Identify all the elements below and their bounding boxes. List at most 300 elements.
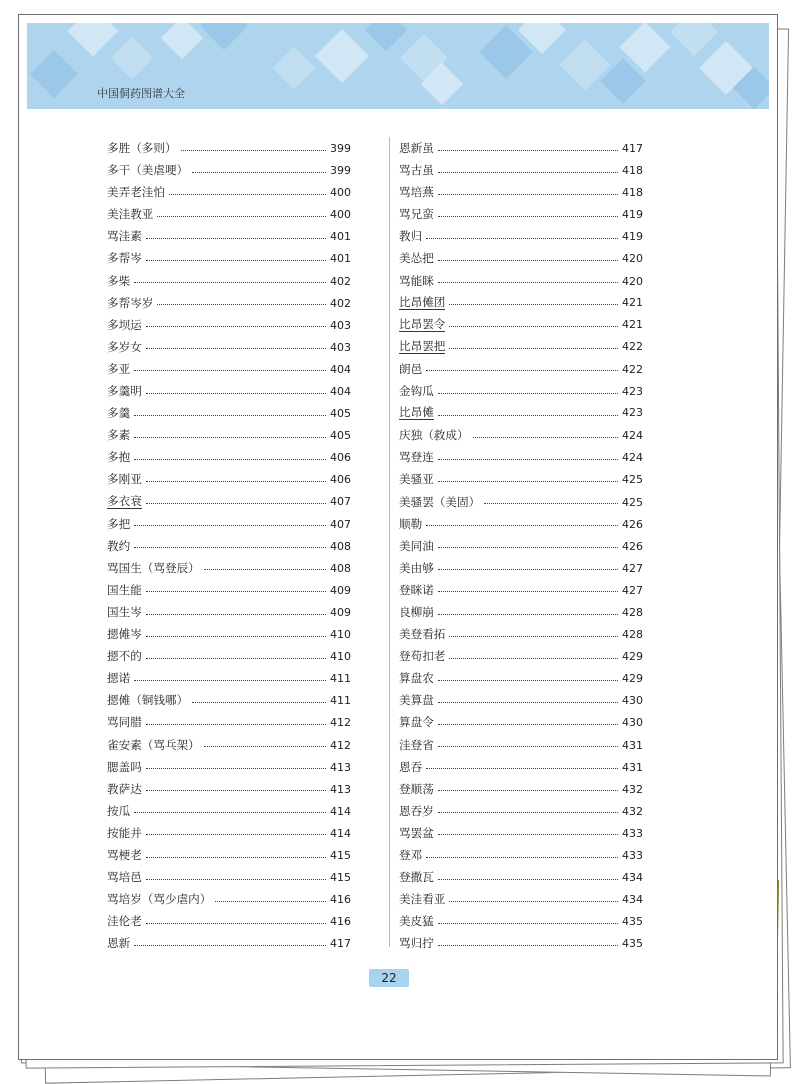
entry-name: 骂培邑 — [107, 870, 142, 885]
index-entry — [107, 513, 351, 535]
index-entry — [107, 734, 351, 756]
entry-page-number: 405 — [330, 407, 351, 421]
entry-page-number: 408 — [330, 561, 351, 575]
dot-leader — [134, 812, 326, 813]
entry-name: 骂罢盆 — [399, 825, 434, 840]
index-entry — [107, 667, 351, 689]
entry-page-number: 399 — [330, 142, 351, 155]
entry-page-number: 428 — [622, 628, 643, 642]
entry-page-number: 426 — [622, 539, 643, 553]
dot-leader — [134, 415, 326, 416]
dot-leader — [426, 525, 618, 526]
entry-name: 登苟扣老 — [399, 649, 446, 664]
entry-page-number: 416 — [330, 893, 351, 907]
dot-leader — [134, 437, 326, 438]
index-entry — [107, 535, 351, 557]
dot-leader — [146, 724, 326, 725]
entry-name: 多亚 — [107, 361, 131, 376]
dot-leader — [146, 348, 326, 349]
entry-page-number: 416 — [330, 915, 351, 929]
entry-name: 洼伦老 — [107, 914, 142, 929]
entry-name: 摁傩（铜钱哪） — [107, 693, 189, 708]
entry-name: 多柴 — [107, 273, 131, 288]
entry-page-number: 426 — [622, 517, 643, 531]
entry-page-number: 400 — [330, 208, 351, 222]
index-entry — [107, 800, 351, 822]
entry-name: 骂梗老 — [107, 848, 142, 862]
dot-leader — [134, 547, 326, 548]
dot-leader — [192, 702, 326, 703]
entry-name: 多素 — [107, 428, 131, 443]
index-entry — [107, 645, 351, 667]
entry-page-number: 420 — [622, 274, 643, 288]
dot-leader — [181, 150, 326, 151]
index-entry — [399, 292, 643, 314]
dot-leader — [438, 150, 618, 151]
entry-name: 比昂罢令 — [399, 316, 446, 331]
dot-leader — [438, 680, 618, 681]
index-entry — [399, 358, 643, 380]
index-entry — [107, 424, 351, 446]
index-entry — [399, 203, 643, 225]
index-entry — [107, 711, 351, 733]
entry-page-number: 409 — [330, 605, 351, 619]
entry-page-number: 403 — [330, 340, 351, 354]
entry-name: 美弄老洼怕 — [107, 185, 165, 200]
dot-leader — [438, 591, 618, 592]
entry-name: 多岁女 — [107, 339, 142, 354]
dot-leader — [215, 901, 326, 902]
entry-page-number: 406 — [330, 451, 351, 465]
entry-name: 多坝运 — [107, 317, 142, 332]
entry-name: 洼登省 — [399, 737, 434, 752]
index-entry — [399, 623, 643, 645]
entry-name: 多胜（多则） — [107, 141, 177, 155]
dot-leader — [146, 503, 326, 504]
entry-page-number: 401 — [330, 230, 351, 244]
entry-page-number: 415 — [330, 871, 351, 885]
dot-leader — [426, 857, 618, 858]
entry-name: 多刚亚 — [107, 472, 142, 487]
index-entry — [107, 910, 351, 932]
dot-leader — [134, 282, 326, 283]
index-entry — [107, 446, 351, 468]
entry-name: 恩新虽 — [399, 141, 434, 155]
index-entry — [399, 734, 643, 756]
entry-page-number: 418 — [622, 164, 643, 178]
entry-name: 骂归拧 — [399, 936, 434, 951]
entry-page-number: 412 — [330, 738, 351, 752]
index-entry — [107, 468, 351, 490]
index-entry — [399, 932, 643, 954]
entry-page-number: 429 — [622, 650, 643, 664]
entry-page-number: 413 — [330, 760, 351, 774]
entry-name: 算盘农 — [399, 671, 434, 686]
dot-leader — [438, 724, 618, 725]
index-entry — [107, 336, 351, 358]
entry-page-number: 418 — [622, 186, 643, 200]
dot-leader — [134, 945, 326, 946]
entry-page-number: 434 — [622, 871, 643, 885]
entry-page-number: 406 — [330, 473, 351, 487]
entry-name: 金钩瓜 — [399, 384, 434, 399]
entry-name: 美同油 — [399, 538, 434, 553]
dot-leader — [146, 879, 326, 880]
entry-page-number: 423 — [622, 385, 643, 399]
entry-name: 顺勒 — [399, 516, 423, 531]
index-entry — [399, 380, 643, 402]
index-entry — [399, 800, 643, 822]
dot-leader — [438, 879, 618, 880]
dot-leader — [134, 525, 326, 526]
index-entry — [399, 535, 643, 557]
index-entry — [107, 402, 351, 424]
entry-name: 国生岑 — [107, 604, 142, 619]
entry-page-number: 421 — [622, 295, 643, 309]
index-entry — [107, 137, 351, 159]
dot-leader — [146, 834, 326, 835]
entry-name: 美骚亚 — [399, 472, 434, 487]
dot-leader — [146, 857, 326, 858]
index-entry — [399, 446, 643, 468]
entry-page-number: 423 — [622, 406, 643, 420]
entry-name: 登眯诺 — [399, 582, 434, 597]
index-entry — [399, 888, 643, 910]
dot-leader — [438, 393, 618, 394]
entry-page-number: 435 — [622, 915, 643, 929]
entry-page-number: 404 — [330, 385, 351, 399]
index-column-left — [107, 137, 351, 954]
dot-leader — [134, 680, 326, 681]
dot-leader — [438, 547, 618, 548]
index-entry — [399, 910, 643, 932]
entry-name: 骂国生（骂登辰） — [107, 560, 200, 575]
entry-name: 多帮岑岁 — [107, 295, 154, 310]
dot-leader — [438, 923, 618, 924]
index-entry — [107, 866, 351, 888]
entry-page-number: 421 — [622, 317, 643, 331]
entry-page-number: 428 — [622, 605, 643, 619]
entry-name: 教萨达 — [107, 781, 142, 796]
entry-page-number: 434 — [622, 893, 643, 907]
dot-leader — [204, 569, 326, 570]
dot-leader — [169, 194, 326, 195]
entry-name: 美皮猛 — [399, 914, 434, 929]
dot-leader — [438, 459, 618, 460]
entry-page-number: 425 — [622, 473, 643, 487]
entry-name: 多干（美虐哽） — [107, 163, 189, 178]
index-column-right — [399, 137, 643, 954]
entry-name: 美登看拓 — [399, 627, 446, 642]
dot-leader — [204, 746, 326, 747]
dot-leader — [146, 481, 326, 482]
index-entry — [107, 756, 351, 778]
dot-leader — [146, 591, 326, 592]
dot-leader — [484, 503, 618, 504]
entry-name: 美算盘 — [399, 693, 434, 708]
index-entry — [399, 844, 643, 866]
entry-name: 恩新 — [107, 936, 131, 951]
entry-name: 骂古虽 — [399, 163, 434, 178]
entry-page-number: 429 — [622, 672, 643, 686]
entry-page-number: 422 — [622, 339, 643, 353]
entry-name: 骂洼素 — [107, 229, 142, 244]
dot-leader — [146, 614, 326, 615]
index-entry — [107, 358, 351, 380]
index-entry — [399, 513, 643, 535]
dot-leader — [146, 790, 326, 791]
index-entry — [107, 579, 351, 601]
dot-leader — [438, 812, 618, 813]
entry-page-number: 424 — [622, 451, 643, 465]
entry-name: 教归 — [399, 229, 423, 244]
entry-name: 美怂把 — [399, 251, 434, 266]
entry-page-number: 400 — [330, 186, 351, 200]
index-entry — [107, 181, 351, 203]
dot-leader — [157, 304, 326, 305]
index-entry — [399, 137, 643, 159]
entry-name: 比昂罢把 — [399, 338, 446, 353]
index-entry — [107, 557, 351, 579]
index-entry — [399, 579, 643, 601]
index-entry — [399, 557, 643, 579]
index-entry — [399, 468, 643, 490]
index-entry — [107, 778, 351, 800]
index-entry — [399, 491, 643, 513]
dot-leader — [438, 172, 618, 173]
entry-page-number: 417 — [622, 142, 643, 155]
entry-name: 骂同腊 — [107, 715, 142, 730]
index-entry — [399, 866, 643, 888]
entry-page-number: 430 — [622, 694, 643, 708]
entry-name: 良柳崩 — [399, 604, 434, 619]
entry-page-number: 402 — [330, 296, 351, 310]
index-entry — [399, 756, 643, 778]
entry-page-number: 432 — [622, 804, 643, 818]
entry-page-number: 432 — [622, 782, 643, 796]
dot-leader — [157, 216, 326, 217]
index-entry — [399, 645, 643, 667]
entry-name: 比昂傩 — [399, 405, 434, 420]
entry-page-number: 414 — [330, 804, 351, 818]
entry-name: 登顺荡 — [399, 781, 434, 796]
dot-leader — [438, 481, 618, 482]
index-entry — [399, 159, 643, 181]
index-page — [18, 14, 778, 1060]
dot-leader — [438, 614, 618, 615]
dot-leader — [473, 437, 618, 438]
entry-page-number: 403 — [330, 318, 351, 332]
entry-name: 登撒瓦 — [399, 870, 434, 885]
index-entry — [107, 203, 351, 225]
entry-name: 多把 — [107, 516, 131, 531]
entry-name: 比昂傩团 — [399, 294, 446, 309]
entry-name: 骂能眯 — [399, 273, 434, 288]
entry-name: 骂登连 — [399, 450, 434, 465]
entry-page-number: 424 — [622, 429, 643, 443]
entry-page-number: 431 — [622, 760, 643, 774]
dot-leader — [426, 370, 618, 371]
entry-page-number: 411 — [330, 694, 351, 708]
entry-page-number: 430 — [622, 716, 643, 730]
page-number: 22 — [369, 969, 409, 987]
entry-page-number: 433 — [622, 826, 643, 840]
index-entry — [107, 292, 351, 314]
entry-page-number: 409 — [330, 583, 351, 597]
entry-page-number: 419 — [622, 230, 643, 244]
index-entry — [399, 247, 643, 269]
entry-name: 雀安素（骂乓架） — [107, 737, 200, 752]
index-entry — [399, 424, 643, 446]
dot-leader — [146, 238, 326, 239]
index-entry — [107, 314, 351, 336]
index-entry — [107, 623, 351, 645]
entry-page-number: 401 — [330, 252, 351, 266]
entry-name: 按瓜 — [107, 803, 131, 818]
index-entry — [399, 778, 643, 800]
entry-name: 国生能 — [107, 582, 142, 597]
dot-leader — [146, 326, 326, 327]
entry-page-number: 412 — [330, 716, 351, 730]
dot-leader — [146, 923, 326, 924]
dot-leader — [438, 746, 618, 747]
index-entry — [107, 159, 351, 181]
dot-leader — [146, 636, 326, 637]
entry-page-number: 417 — [330, 937, 351, 951]
index-entry — [399, 270, 643, 292]
entry-page-number: 399 — [330, 164, 351, 178]
index-entry — [107, 225, 351, 247]
entry-name: 多衣衰 — [107, 493, 142, 508]
entry-name: 登邓 — [399, 848, 423, 862]
dot-leader — [146, 658, 326, 659]
book-title: 中国侗药图谱大全 — [97, 87, 185, 100]
entry-name: 按能并 — [107, 825, 142, 840]
entry-page-number: 422 — [622, 362, 643, 376]
index-entry — [399, 822, 643, 844]
index-entry — [107, 491, 351, 513]
index-entry — [399, 667, 643, 689]
dot-leader — [146, 768, 326, 769]
entry-name: 腮盖吗 — [107, 759, 142, 774]
index-entry — [107, 380, 351, 402]
index-entry — [399, 225, 643, 247]
index-entry — [399, 711, 643, 733]
entry-name: 骂培燕 — [399, 185, 434, 200]
index-entry — [399, 689, 643, 711]
dot-leader — [438, 790, 618, 791]
dot-leader — [192, 172, 326, 173]
index-entry — [107, 247, 351, 269]
entry-page-number: 407 — [330, 517, 351, 531]
entry-page-number: 435 — [622, 937, 643, 951]
dot-leader — [449, 326, 618, 327]
entry-name: 多抱 — [107, 450, 131, 465]
dot-leader — [426, 768, 618, 769]
entry-name: 美洼看亚 — [399, 892, 446, 907]
entry-name: 摁不的 — [107, 649, 142, 664]
entry-page-number: 420 — [622, 252, 643, 266]
dot-leader — [426, 238, 618, 239]
index-entry — [107, 822, 351, 844]
entry-name: 多帮岑 — [107, 251, 142, 266]
entry-page-number: 410 — [330, 628, 351, 642]
index-entry — [107, 932, 351, 954]
entry-page-number: 419 — [622, 208, 643, 222]
entry-name: 美洼教亚 — [107, 207, 154, 222]
index-entry — [107, 601, 351, 623]
index-entry — [399, 181, 643, 203]
entry-name: 朗邑 — [399, 361, 423, 376]
entry-page-number: 407 — [330, 494, 351, 508]
dot-leader — [449, 901, 618, 902]
dot-leader — [438, 282, 618, 283]
dot-leader — [438, 194, 618, 195]
dot-leader — [438, 569, 618, 570]
entry-name: 多羹 — [107, 406, 131, 421]
dot-leader — [134, 459, 326, 460]
index-entry — [399, 336, 643, 358]
entry-page-number: 431 — [622, 738, 643, 752]
entry-page-number: 404 — [330, 362, 351, 376]
entry-page-number: 433 — [622, 849, 643, 862]
dot-leader — [438, 945, 618, 946]
dot-leader — [449, 636, 618, 637]
dot-leader — [449, 658, 618, 659]
entry-page-number: 414 — [330, 826, 351, 840]
entry-page-number: 405 — [330, 429, 351, 443]
entry-name: 美骚罢（美固） — [399, 494, 481, 509]
dot-leader — [146, 260, 326, 261]
index-entry — [399, 601, 643, 623]
entry-page-number: 425 — [622, 495, 643, 509]
entry-page-number: 427 — [622, 561, 643, 575]
entry-name: 教约 — [107, 538, 131, 553]
dot-leader — [438, 260, 618, 261]
column-divider — [389, 137, 390, 947]
entry-name: 恩吞岁 — [399, 803, 434, 818]
dot-leader — [438, 834, 618, 835]
index-entry — [107, 689, 351, 711]
dot-leader — [438, 415, 618, 416]
entry-page-number: 402 — [330, 274, 351, 288]
entry-page-number: 410 — [330, 650, 351, 664]
entry-name: 摁傩岑 — [107, 627, 142, 642]
entry-name: 骂培岁（骂少虐内） — [107, 892, 212, 907]
entry-name: 算盘令 — [399, 715, 434, 730]
dot-leader — [146, 393, 326, 394]
dot-leader — [449, 304, 618, 305]
dot-leader — [438, 216, 618, 217]
dot-leader — [134, 370, 326, 371]
entry-page-number: 411 — [330, 672, 351, 686]
entry-name: 骂兄蛮 — [399, 207, 434, 222]
entry-name: 摁诺 — [107, 671, 131, 686]
index-entry — [399, 314, 643, 336]
index-entry — [399, 402, 643, 424]
entry-name: 美由够 — [399, 560, 434, 575]
index-entry — [107, 844, 351, 866]
dot-leader — [449, 348, 618, 349]
entry-name: 恩吞 — [399, 759, 423, 774]
entry-name: 多羹明 — [107, 384, 142, 399]
entry-name: 庆独（救成） — [399, 428, 469, 443]
entry-page-number: 408 — [330, 539, 351, 553]
entry-page-number: 427 — [622, 583, 643, 597]
entry-page-number: 413 — [330, 782, 351, 796]
index-entry — [107, 270, 351, 292]
index-entry — [107, 888, 351, 910]
